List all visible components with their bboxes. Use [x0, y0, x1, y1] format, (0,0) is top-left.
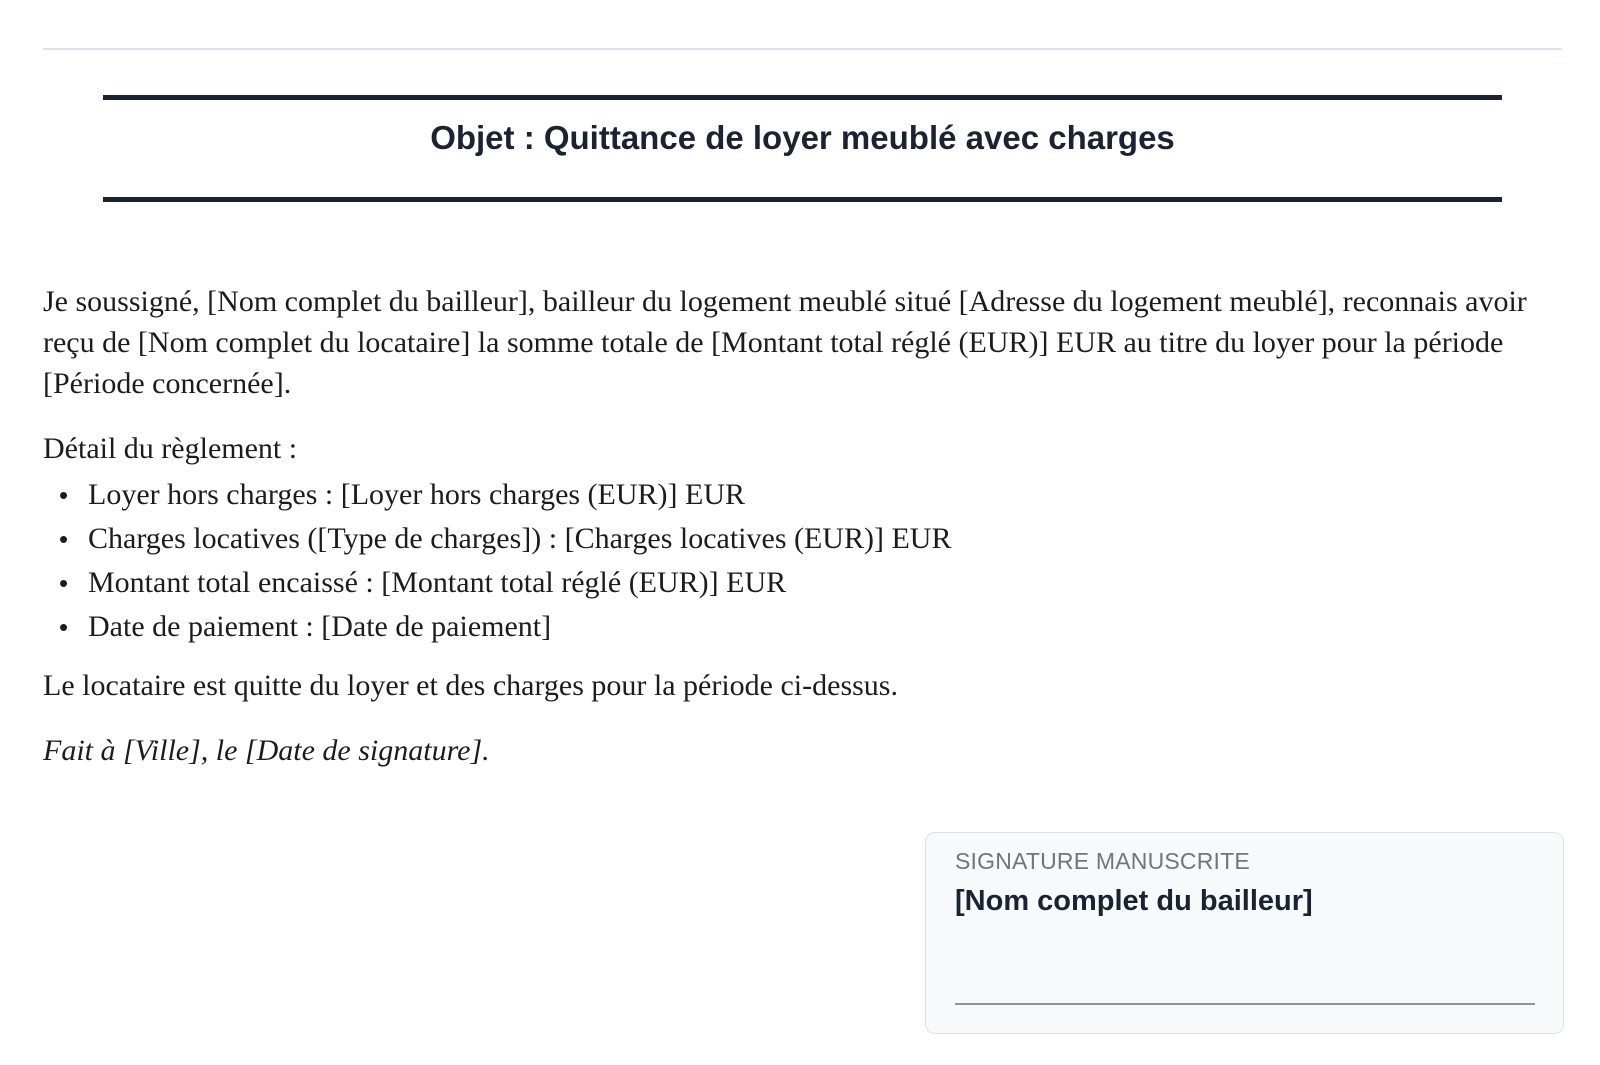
detail-item-charges: • Charges locatives ([Type de charges]) : [Charges locatives (EUR)] EUR: [88, 517, 1562, 561]
place-date-line: Fait à [Ville], le [Date de signature].: [43, 734, 490, 767]
signature-label: SIGNATURE MANUSCRITE: [955, 848, 1250, 874]
signature-name: [Nom complet du bailleur]: [955, 885, 1313, 917]
signature-box: [925, 832, 1564, 1034]
document-title: Objet : Quittance de loyer meublé avec charges: [430, 119, 1175, 156]
signature-line: [955, 1003, 1535, 1005]
detail-item-rent: • Loyer hors charges : [Loyer hors charges (EUR)] EUR: [88, 473, 1562, 517]
payment-details-list: [43, 473, 1562, 649]
document-body: [43, 281, 1562, 771]
detail-item-payment-date: • Date de paiement : [Date de paiement]: [88, 605, 1562, 649]
detail-item-total: • Montant total encaissé : [Montant total réglé (EUR)] EUR: [88, 561, 1562, 605]
detail-heading: Détail du règlement :: [43, 432, 298, 465]
title-block: [103, 95, 1502, 202]
quittance-statement: Le locataire est quitte du loyer et des charges pour la période ci-dessus.: [43, 669, 898, 702]
intro-paragraph: Je soussigné, [Nom complet du bailleur], bailleur du logement meublé situé [Adresse du logement meublé], reconnais avoir reçu de [Nom complet du locataire] la somme totale de [Montant total réglé (EUR)] EUR au titre du loyer pour la période [Période concernée].: [43, 285, 1527, 400]
top-divider: [43, 48, 1562, 50]
